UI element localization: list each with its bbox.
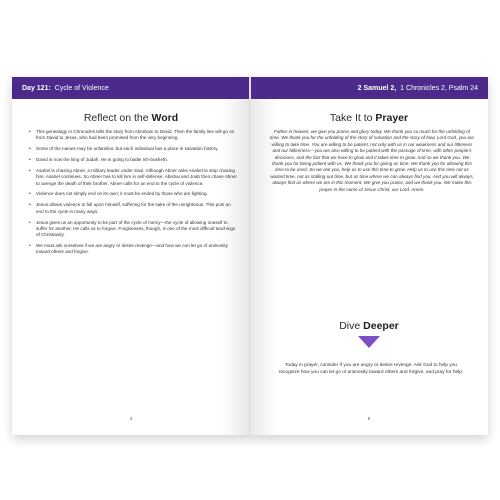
reflect-title-plain: Reflect on the <box>83 112 149 124</box>
reflect-section-title <box>12 112 250 124</box>
left-page <box>12 77 250 435</box>
right-header-band <box>250 77 488 99</box>
list-item: • Jesus gives us an opportunity to be part of the cycle of mercy—the cycle of allowing oneself to suffer for another. He calls us to forgive. Forgiveness, though, is one of the most difficult teachings of Christianity. <box>36 220 238 239</box>
right-page <box>250 77 488 435</box>
list-item: • Some of the names may be unfamiliar, but each individual has a place in salvation history. <box>36 146 238 152</box>
header-day-title: Cycle of Violence <box>54 84 109 92</box>
open-book <box>12 77 488 435</box>
list-item: • We must ask ourselves if we are angry or desire revenge—and how we can let go of animosity toward others and forgive. <box>36 243 238 256</box>
left-header-band <box>12 77 250 99</box>
prayer-title-bold: Prayer <box>375 112 409 124</box>
prayer-title-plain: Take It to <box>329 112 373 124</box>
list-item: • David is now the king of Judah. He is going to battle Ish-bosheth. <box>36 157 238 163</box>
header-readings-bold: 2 Samuel 2, <box>357 84 397 92</box>
right-page-number: 5 <box>367 416 371 421</box>
prayer-text: Father in heaven, we give you praise and glory today. We thank you so much for the unfolding of time. We thank you for the unfolding of the story of salvation and the story of how, Lord God, you are willing to take time. You are willing to be patient, not only with us in our weakness and our littleness and our fallenness—you are also willing to be patient with the passage of time, with other people's decisions, and the fact that we have to grow and it takes time to grow. And so we thank you. We thank you for being patient with us. We thank you for giving us time. We thank you for allowing this time to be used. So we ask you, help us to use this time to grow. Help us to use this time not as wasted time, not as stalling-out time, but as time where we can always find you. And you will always, always find us where we are in this moment. We give you praise, and we thank you. We make this prayer in the name of Jesus Christ, our Lord. Amen. <box>270 129 474 192</box>
list-item: • Violence does not simply end on its own; it must be ended by those who are fighting. <box>36 191 238 197</box>
down-triangle-icon <box>358 336 380 348</box>
dive-title-plain: Dive <box>339 320 361 332</box>
header-day: Day 121: <box>22 84 51 92</box>
header-readings-rest: 1 Chronicles 2, Psalm 24 <box>400 84 478 92</box>
dive-deeper-text: Today in prayer, consider if you are angry or desire revenge. Ask God to help you recognize how you can let go of animosity toward others and forgive, and pray for help. <box>278 363 464 375</box>
list-item: • This genealogy in Chronicles tells the story from Abraham to David. Then the family line will go on from David to Jesus, who had been promised from the very beginning. <box>36 129 238 142</box>
dive-deeper-title <box>250 320 488 332</box>
left-page-number: 4 <box>129 416 133 421</box>
list-item: • Jesus allows violence to fall upon himself, suffering for the sake of the unrighteous. This puts an end to the cycle in many ways. <box>36 202 238 215</box>
dive-title-bold: Deeper <box>363 320 399 332</box>
prayer-section-title <box>250 112 488 124</box>
book-gutter <box>249 77 251 435</box>
reflection-bullet-list <box>27 129 238 260</box>
list-item: • Asahel is chasing Abner, a military leader under Saul. Although Abner asks Asahel to stop chasing him, Asahel continues. So Abner has to kill him in self-defense. Abishai and Joab then chase Abner to avenge the death of their brother. Abner calls for an end to the cycle of violence. <box>36 168 238 187</box>
reflect-title-bold: Word <box>151 112 179 124</box>
